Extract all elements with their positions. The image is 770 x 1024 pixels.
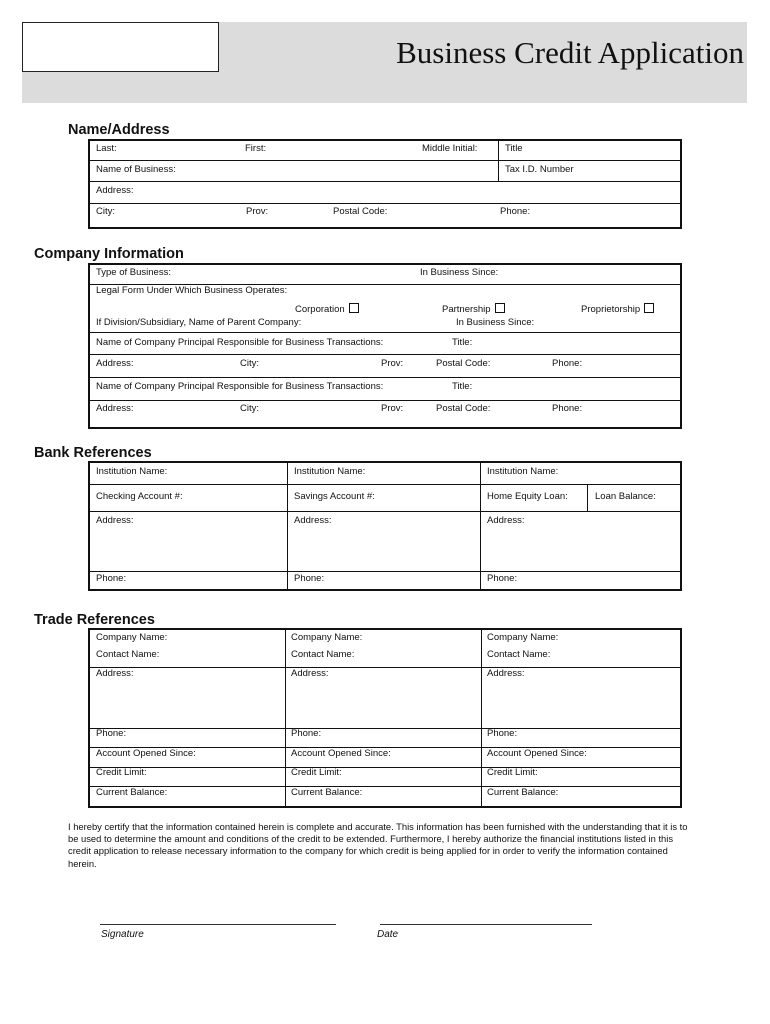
trade-3-contact-field[interactable]: Contact Name: bbox=[487, 649, 551, 660]
postal-code-field[interactable]: Postal Code: bbox=[333, 206, 388, 217]
principal-1-name-field[interactable]: Name of Company Principal Responsible for Business Transactions: bbox=[96, 337, 384, 348]
bank-3-address-field[interactable]: Address: bbox=[487, 515, 525, 526]
trade-3-address-field[interactable]: Address: bbox=[487, 668, 525, 679]
bank-2-address-field[interactable]: Address: bbox=[294, 515, 332, 526]
parent-in-business-since-field[interactable]: In Business Since: bbox=[456, 317, 535, 328]
loan-balance-field[interactable]: Loan Balance: bbox=[595, 491, 656, 502]
date-label: Date bbox=[377, 929, 399, 940]
section-title-name-address: Name/Address bbox=[68, 122, 170, 138]
principal-2-phone-field[interactable]: Phone: bbox=[552, 403, 583, 414]
trade-2-balance-field[interactable]: Current Balance: bbox=[291, 787, 363, 798]
partnership-option[interactable] bbox=[442, 303, 505, 315]
principal-1-address-field[interactable]: Address: bbox=[96, 358, 134, 369]
parent-company-field[interactable]: If Division/Subsidiary, Name of Parent Company: bbox=[96, 317, 302, 328]
principal-1-postal-field[interactable]: Postal Code: bbox=[436, 358, 491, 369]
section-title-bank-references: Bank References bbox=[34, 445, 152, 461]
corporation-option[interactable] bbox=[295, 303, 359, 315]
checking-account-field[interactable]: Checking Account #: bbox=[96, 491, 183, 502]
bank-2-institution-field[interactable]: Institution Name: bbox=[294, 466, 366, 477]
trade-2-address-field[interactable]: Address: bbox=[291, 668, 329, 679]
bank-1-institution-field[interactable]: Institution Name: bbox=[96, 466, 168, 477]
proprietorship-label: Proprietorship bbox=[581, 304, 641, 315]
tax-id-field[interactable]: Tax I.D. Number bbox=[505, 164, 574, 175]
bank-1-phone-field[interactable]: Phone: bbox=[96, 573, 127, 584]
prov-field[interactable]: Prov: bbox=[246, 206, 269, 217]
trade-2-opened-field[interactable]: Account Opened Since: bbox=[291, 748, 391, 759]
bank-2-phone-field[interactable]: Phone: bbox=[294, 573, 325, 584]
corporation-checkbox[interactable] bbox=[349, 303, 359, 313]
bank-references-box bbox=[88, 461, 682, 591]
trade-3-credit-limit-field[interactable]: Credit Limit: bbox=[487, 767, 538, 778]
in-business-since-field[interactable]: In Business Since: bbox=[420, 267, 499, 278]
principal-2-city-field[interactable]: City: bbox=[240, 403, 259, 414]
trade-1-opened-field[interactable]: Account Opened Since: bbox=[96, 748, 196, 759]
principal-1-city-field[interactable]: City: bbox=[240, 358, 259, 369]
trade-3-balance-field[interactable]: Current Balance: bbox=[487, 787, 559, 798]
principal-2-title-field[interactable]: Title: bbox=[452, 381, 473, 392]
principal-1-prov-field[interactable]: Prov: bbox=[381, 358, 404, 369]
trade-1-contact-field[interactable]: Contact Name: bbox=[96, 649, 160, 660]
trade-3-phone-field[interactable]: Phone: bbox=[487, 728, 518, 739]
business-name-field[interactable]: Name of Business: bbox=[96, 164, 176, 175]
bank-3-institution-field[interactable]: Institution Name: bbox=[487, 466, 559, 477]
trade-1-credit-limit-field[interactable]: Credit Limit: bbox=[96, 767, 147, 778]
section-title-trade-references: Trade References bbox=[34, 612, 155, 628]
partnership-checkbox[interactable] bbox=[495, 303, 505, 313]
trade-1-balance-field[interactable]: Current Balance: bbox=[96, 787, 168, 798]
corporation-label: Corporation bbox=[295, 304, 345, 315]
trade-3-opened-field[interactable]: Account Opened Since: bbox=[487, 748, 587, 759]
signature-label: Signature bbox=[101, 929, 144, 940]
trade-1-address-field[interactable]: Address: bbox=[96, 668, 134, 679]
section-title-company-information: Company Information bbox=[34, 246, 184, 262]
trade-2-company-field[interactable]: Company Name: bbox=[291, 632, 363, 643]
legal-form-label: Legal Form Under Which Business Operates: bbox=[96, 285, 288, 296]
bank-1-address-field[interactable]: Address: bbox=[96, 515, 134, 526]
certification-text: I hereby certify that the information contained herein is complete and accurate. This information has been furnished with the understanding that it is to be used to determine the amount and conditions of the credit to be extended. Furthermore, I hereby authorize the financial institutions listed in this credit application to release necessary information to the company for which credit is being applied for in order to verify the information contained herein. bbox=[68, 821, 688, 869]
type-of-business-field[interactable]: Type of Business: bbox=[96, 267, 171, 278]
signature-line[interactable] bbox=[100, 924, 336, 925]
savings-account-field[interactable]: Savings Account #: bbox=[294, 491, 375, 502]
principal-2-postal-field[interactable]: Postal Code: bbox=[436, 403, 491, 414]
principal-2-address-field[interactable]: Address: bbox=[96, 403, 134, 414]
last-name-field[interactable]: Last: bbox=[96, 143, 117, 154]
date-line[interactable] bbox=[380, 924, 592, 925]
trade-3-company-field[interactable]: Company Name: bbox=[487, 632, 559, 643]
city-field[interactable]: City: bbox=[96, 206, 115, 217]
trade-2-credit-limit-field[interactable]: Credit Limit: bbox=[291, 767, 342, 778]
title-field[interactable]: Title bbox=[505, 143, 523, 154]
trade-1-company-field[interactable]: Company Name: bbox=[96, 632, 168, 643]
principal-2-prov-field[interactable]: Prov: bbox=[381, 403, 404, 414]
address-field[interactable]: Address: bbox=[96, 185, 134, 196]
principal-1-title-field[interactable]: Title: bbox=[452, 337, 473, 348]
first-name-field[interactable]: First: bbox=[245, 143, 267, 154]
phone-field[interactable]: Phone: bbox=[500, 206, 531, 217]
trade-2-phone-field[interactable]: Phone: bbox=[291, 728, 322, 739]
home-equity-loan-field[interactable]: Home Equity Loan: bbox=[487, 491, 568, 502]
proprietorship-option[interactable] bbox=[581, 303, 654, 315]
logo-box bbox=[22, 22, 219, 72]
principal-1-phone-field[interactable]: Phone: bbox=[552, 358, 583, 369]
trade-references-box bbox=[88, 628, 682, 808]
middle-initial-field[interactable]: Middle Initial: bbox=[422, 143, 478, 154]
partnership-label: Partnership bbox=[442, 304, 491, 315]
trade-2-contact-field[interactable]: Contact Name: bbox=[291, 649, 355, 660]
trade-1-phone-field[interactable]: Phone: bbox=[96, 728, 127, 739]
proprietorship-checkbox[interactable] bbox=[644, 303, 654, 313]
bank-3-phone-field[interactable]: Phone: bbox=[487, 573, 518, 584]
principal-2-name-field[interactable]: Name of Company Principal Responsible for Business Transactions: bbox=[96, 381, 384, 392]
page-title: Business Credit Application bbox=[396, 35, 744, 70]
